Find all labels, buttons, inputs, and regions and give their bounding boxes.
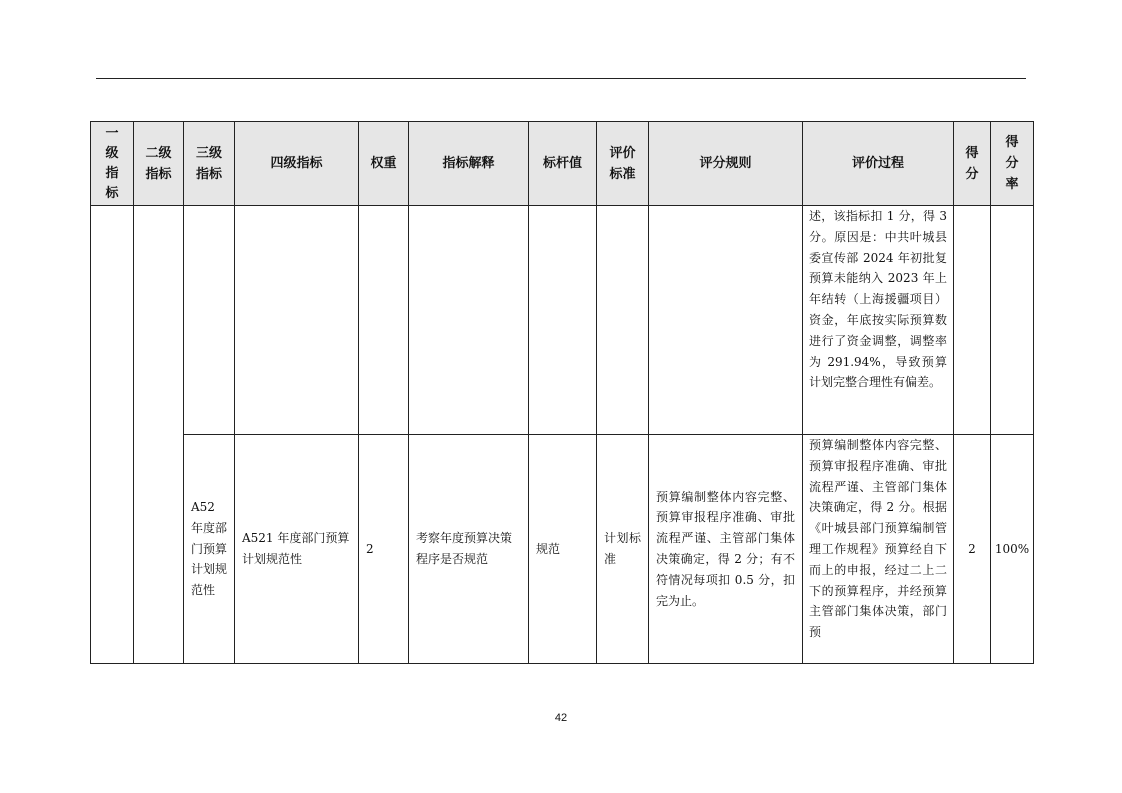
score-rate-cell — [991, 206, 1034, 435]
header-eval-process: 评价过程 — [803, 122, 954, 206]
eval-process-text: 述，该指标扣 1 分，得 3 分。原因是：中共叶城县委宣传部 2024 年初批复预算未能纳入 2023 年上年结转（上海援疆项目）资金，年底按实际预算数进行了资金调整，调整率为 291.94%，导致预算计划完整合理性有偏差。 — [809, 209, 947, 390]
page-number: 42 — [554, 712, 568, 724]
scoring-rule-cell — [649, 435, 803, 664]
score-value: 2 — [968, 541, 976, 556]
evaluation-table — [90, 121, 1034, 664]
score-cell — [954, 206, 991, 435]
level3-text: A52 年度部门预算计划规范性 — [191, 500, 228, 598]
header-eval-standard: 评价标准 — [597, 122, 649, 206]
header-rule — [96, 78, 1026, 79]
table-row — [91, 435, 1034, 664]
benchmark-cell — [529, 435, 597, 664]
weight-value: 2 — [366, 541, 374, 556]
weight-cell — [359, 206, 409, 435]
table-row — [91, 206, 1034, 435]
header-level3: 三级指标 — [184, 122, 235, 206]
benchmark-value: 规范 — [536, 541, 561, 556]
level1-cell — [91, 206, 134, 664]
header-scoring-rule: 评分规则 — [649, 122, 803, 206]
header-score-rate: 得分率 — [991, 122, 1034, 206]
scoring-rule-cell — [649, 206, 803, 435]
header-row — [91, 122, 1034, 206]
level4-cell — [235, 206, 359, 435]
header-weight: 权重 — [359, 122, 409, 206]
level3-cell — [184, 206, 235, 435]
header-level1: 一级指标 — [91, 122, 134, 206]
eval-standard-text: 计划标准 — [604, 531, 641, 566]
eval-standard-cell — [597, 206, 649, 435]
explanation-text: 考察年度预算决策程序是否规范 — [416, 531, 513, 566]
explanation-cell — [409, 206, 529, 435]
score-rate-cell — [991, 435, 1034, 664]
header-benchmark: 标杆值 — [529, 122, 597, 206]
header-score: 得分 — [954, 122, 991, 206]
eval-standard-cell — [597, 435, 649, 664]
score-cell — [954, 435, 991, 664]
level2-cell — [134, 206, 184, 664]
level3-cell — [184, 435, 235, 664]
scoring-rule-text: 预算编制整体内容完整、预算审报程序准确、审批流程严谨、主管部门集体决策确定，得 2 分；有不符情况每项扣 0.5 分，扣完为止。 — [656, 489, 795, 608]
eval-process-text: 预算编制整体内容完整、预算审报程序准确、审批流程严谨、主管部门集体决策确定，得 2 分。根据《叶城县部门预算编制管理工作规程》预算经自下而上的申报，经过二上二下的预算程序，并经预算主管部门集体决策，部门预 — [809, 438, 947, 640]
score-rate-value: 100% — [994, 541, 1030, 556]
explanation-cell — [409, 435, 529, 664]
header-level2: 二级指标 — [134, 122, 184, 206]
level4-text: A521 年度部门预算计划规范性 — [242, 531, 350, 566]
eval-process-cell — [803, 435, 954, 664]
header-explanation: 指标解释 — [409, 122, 529, 206]
benchmark-cell — [529, 206, 597, 435]
eval-process-cell — [803, 206, 954, 435]
header-level4: 四级指标 — [235, 122, 359, 206]
level4-cell — [235, 435, 359, 664]
weight-cell — [359, 435, 409, 664]
